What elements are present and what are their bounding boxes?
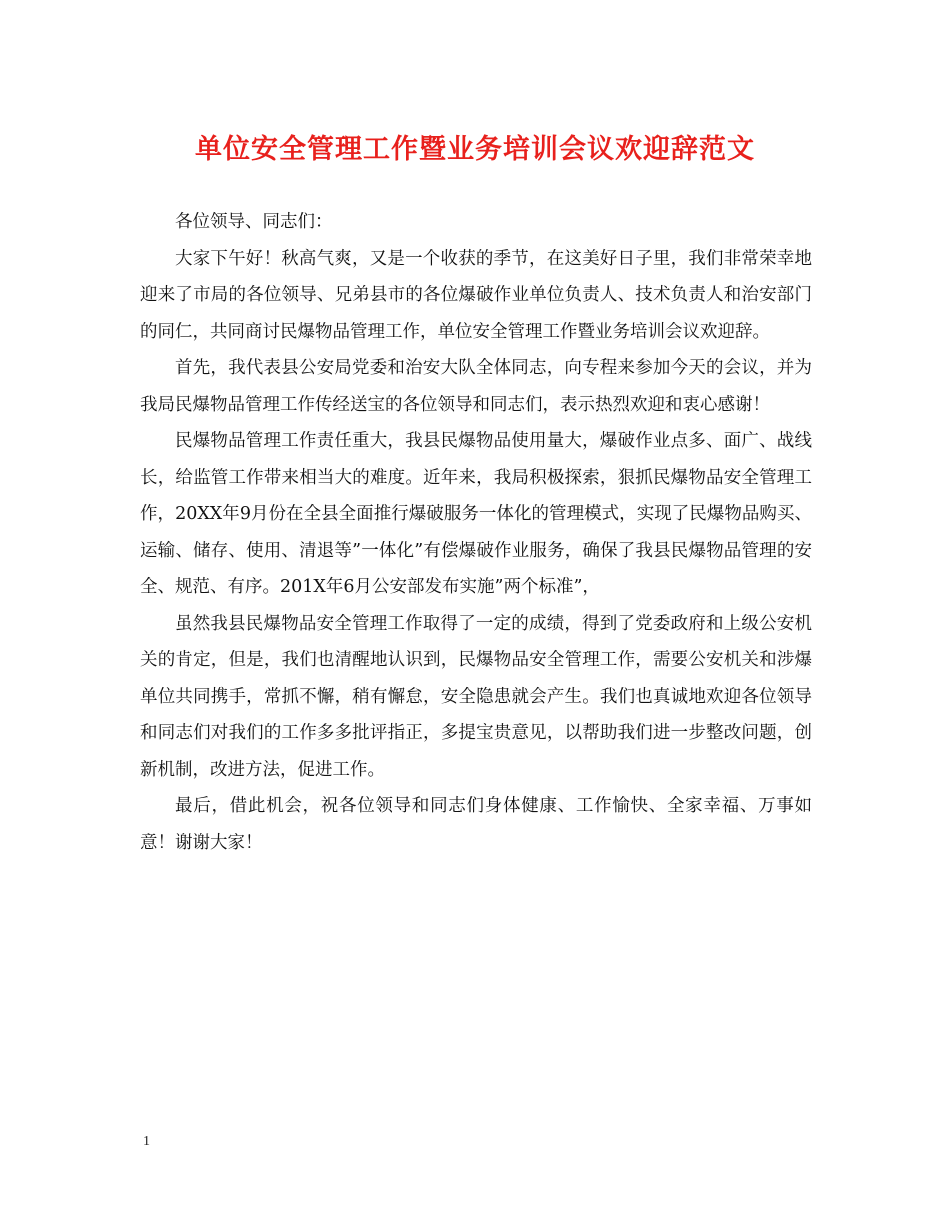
salutation-paragraph: 各位领导、同志们： — [175, 212, 333, 232]
body-paragraph: 首先，我代表县公安局党委和治安大队全体同志，向专程来参加今天的会议，并为我局民爆物品管理工作传经送宝的各位领导和同志们，表示热烈欢迎和衷心感谢！ — [140, 358, 812, 415]
document-body — [140, 204, 812, 861]
body-paragraph: 大家下午好！秋高气爽，又是一个收获的季节，在这美好日子里，我们非常荣幸地迎来了市局的各位领导、兄弟县市的各位爆破作业单位负责人、技术负责人和治安部门的同仁，共同商讨民爆物品管理工作，单位安全管理工作暨业务培训会议欢迎辞。 — [140, 248, 812, 342]
closing-paragraph: 最后，借此机会，祝各位领导和同志们身体健康、工作愉快、全家幸福、万事如意！谢谢大家！ — [140, 796, 812, 853]
page-number: 1 — [143, 1134, 150, 1149]
document-title: 单位安全管理工作暨业务培训会议欢迎辞范文 — [195, 134, 755, 165]
body-paragraph: 虽然我县民爆物品安全管理工作取得了一定的成绩，得到了党委政府和上级公安机关的肯定，但是，我们也清醒地认识到，民爆物品安全管理工作，需要公安机关和涉爆单位共同携手，常抓不懈，稍有懈怠，安全隐患就会产生。我们也真诚地欢迎各位领导和同志们对我们的工作多多批评指正，多提宝贵意见，以帮助我们进一步整改问题，创新机制，改进方法，促进工作。 — [140, 613, 812, 780]
body-paragraph: 民爆物品管理工作责任重大，我县民爆物品使用量大，爆破作业点多、面广、战线长，给监管工作带来相当大的难度。近年来，我局积极探索，狠抓民爆物品安全管理工作，20XX年9月份在全县全面推行爆破服务一体化的管理模式，实现了民爆物品购买、运输、储存、使用、清退等”一体化”有偿爆破作业服务，确保了我县民爆物品管理的安全、规范、有序。201X年6月公安部发布实施”两个标准”， — [140, 431, 812, 597]
